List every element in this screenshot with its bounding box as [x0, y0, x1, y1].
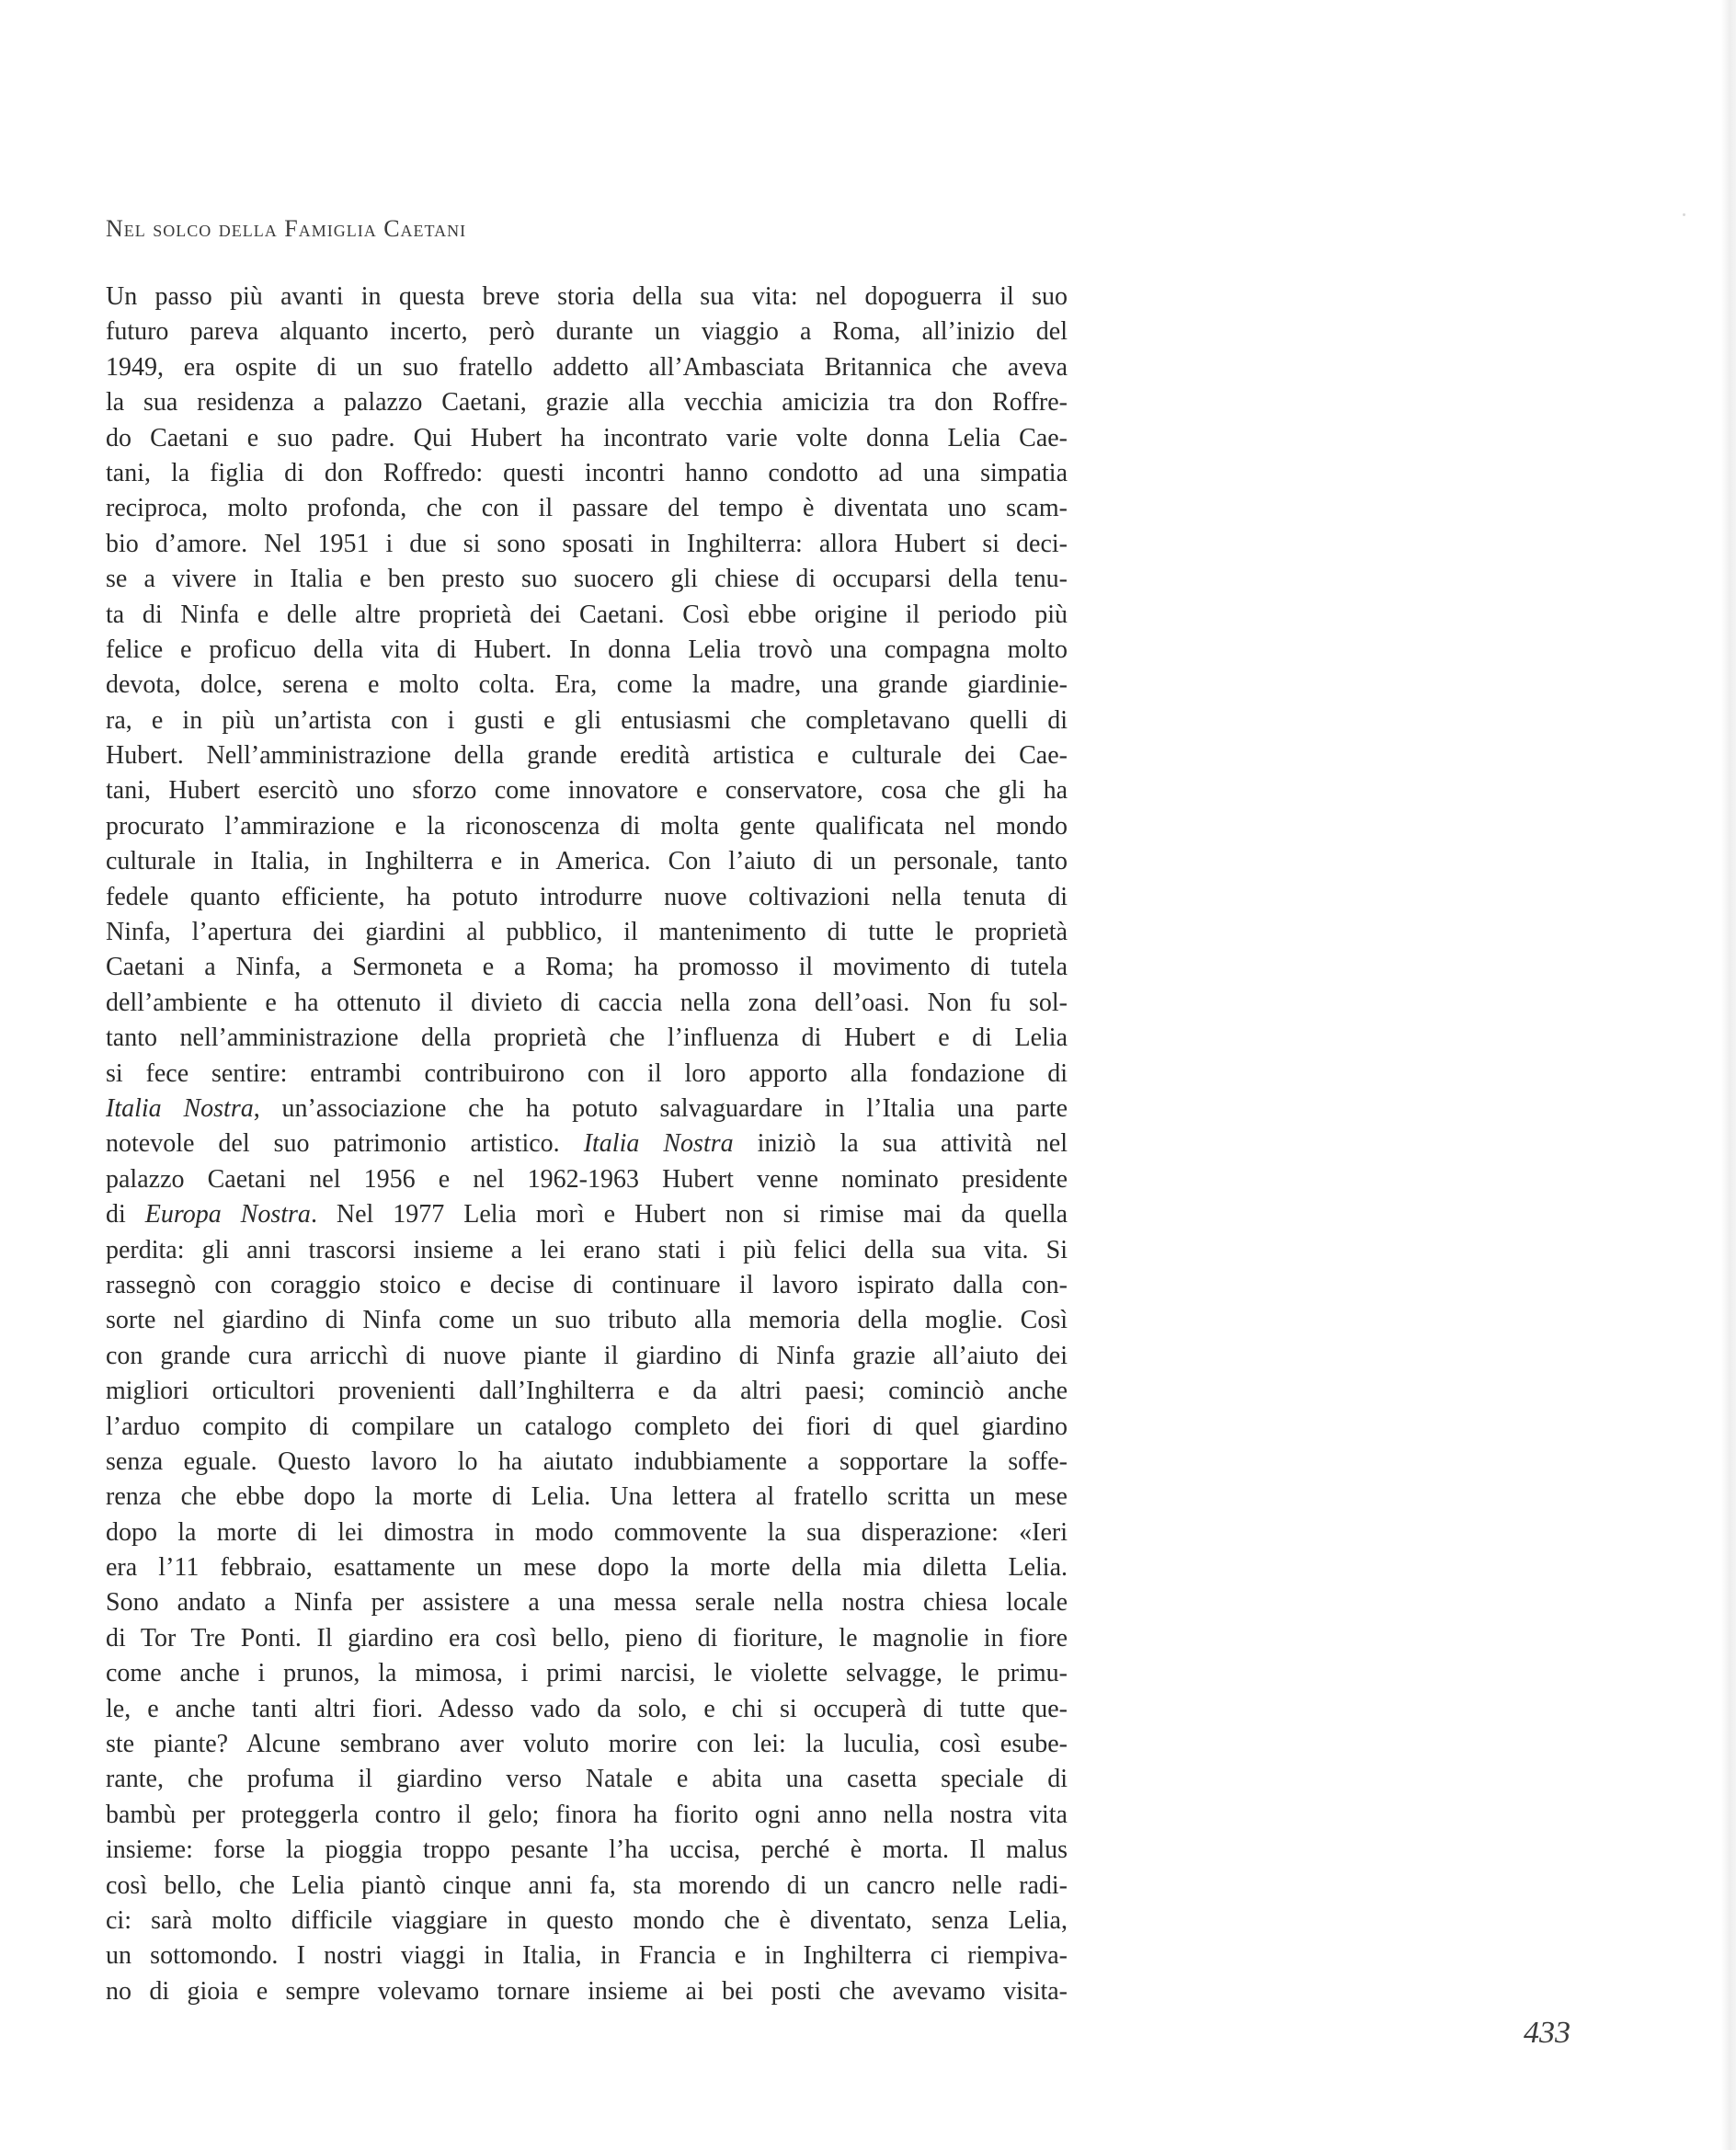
text-segment: fedele quanto efficiente, ha potuto introdurre nuove coltivazioni nella tenuta di [106, 882, 1068, 911]
text-segment: insieme: forse la pioggia troppo pesante l’ha uccisa, perché è morta. Il malus [106, 1836, 1068, 1865]
text-line [106, 1126, 1068, 1161]
text-line [106, 1197, 1068, 1232]
text-line [106, 1833, 1068, 1868]
text-segment: Ninfa, l’apertura dei giardini al pubblico, il mantenimento di tutte le proprietà [106, 918, 1068, 947]
text-line [106, 950, 1068, 985]
text-segment: bio d’amore. Nel 1951 i due si sono sposati in Inghilterra: allora Hubert si deci- [106, 529, 1068, 558]
text-line [106, 809, 1068, 844]
text-segment: tani, Hubert esercitò uno sforzo come innovatore e conservatore, cosa che gli ha [106, 776, 1068, 806]
text-segment: Sono andato a Ninfa per assistere a una messa serale nella nostra chiesa locale [106, 1588, 1068, 1618]
text-segment: perdita: gli anni trascorsi insieme a lei erano stati i più felici della sua vita. Si [106, 1235, 1068, 1264]
text-line [106, 633, 1068, 668]
text-segment: bambù per proteggerla contro il gelo; finora ha fiorito ogni anno nella nostra vita [106, 1800, 1068, 1829]
text-line [106, 350, 1068, 385]
text-line [106, 1162, 1068, 1197]
text-line [106, 1550, 1068, 1585]
text-line [106, 880, 1068, 915]
text-segment: sorte nel giardino di Ninfa come un suo tributo alla memoria della moglie. Così [106, 1306, 1068, 1335]
text-segment: . Nel 1977 Lelia morì e Hubert non si rimise mai da quella [310, 1200, 1068, 1229]
text-segment: iniziò la sua attività nel [733, 1129, 1068, 1159]
text-segment: culturale in Italia, in Inghilterra e in America. Con l’aiuto di un personale, tanto [106, 847, 1068, 876]
text-line [106, 1798, 1068, 1833]
text-line [106, 1480, 1068, 1515]
text-line [106, 773, 1068, 808]
text-line [106, 1692, 1068, 1727]
text-line [106, 1233, 1068, 1268]
page-number: 433 [1524, 2016, 1570, 2050]
text-line [106, 1339, 1068, 1374]
text-line [106, 738, 1068, 773]
text-segment: notevole del suo patrimonio artistico. [106, 1129, 584, 1159]
text-line [106, 1021, 1068, 1056]
text-line [106, 1057, 1068, 1092]
text-segment: un sottomondo. I nostri viaggi in Italia, in Francia e in Inghilterra ci riempiva- [106, 1941, 1068, 1971]
text-line [106, 844, 1068, 879]
text-segment: la sua residenza a palazzo Caetani, grazie alla vecchia amicizia tra don Roffre- [106, 388, 1068, 417]
text-line [106, 1621, 1068, 1656]
text-segment: no di gioia e sempre volevamo tornare insieme ai bei posti che avevamo visita- [106, 1976, 1068, 2006]
text-line [106, 1515, 1068, 1550]
text-segment: tani, la figlia di don Roffredo: questi incontri hanno condotto ad una simpatia [106, 458, 1068, 487]
text-line [106, 915, 1068, 950]
text-line [106, 491, 1068, 526]
text-line [106, 598, 1068, 633]
text-segment: rante, che profuma il giardino verso Natale e abita una casetta speciale di [106, 1765, 1068, 1794]
text-line [106, 1869, 1068, 1904]
text-segment: dopo la morte di lei dimostra in modo commovente la sua disperazione: «Ieri [106, 1517, 1068, 1547]
text-segment: dell’ambiente e ha ottenuto il divieto di caccia nella zona dell’oasi. Non fu sol- [106, 988, 1068, 1017]
text-line [106, 1092, 1068, 1126]
italic-title: Europa Nostra [144, 1200, 311, 1229]
text-segment: rassegnò con coraggio stoico e decise di continuare il lavoro ispirato dalla con- [106, 1270, 1068, 1299]
text-line [106, 986, 1068, 1021]
text-line [106, 385, 1068, 420]
text-segment: senza eguale. Questo lavoro lo ha aiutato indubbiamente a sopportare la soffe- [106, 1447, 1068, 1476]
text-line [106, 527, 1068, 562]
text-segment: felice e proficuo della vita di Hubert. In donna Lelia trovò una compagna molto [106, 635, 1068, 664]
text-line [106, 703, 1068, 738]
page-edge-shadow [1721, 0, 1736, 2150]
text-segment: renza che ebbe dopo la morte di Lelia. Una lettera al fratello scritta un mese [106, 1482, 1068, 1512]
text-segment: palazzo Caetani nel 1956 e nel 1962-1963 Hubert venne nominato presidente [106, 1164, 1068, 1194]
text-line [106, 314, 1068, 349]
text-segment: ra, e in più un’artista con i gusti e gli entusiasmi che completavano quelli di [106, 705, 1068, 735]
text-line [106, 1762, 1068, 1797]
text-line [106, 1727, 1068, 1762]
text-segment: ste piante? Alcune sembrano aver voluto morire con lei: la luculia, così esube- [106, 1730, 1068, 1759]
section-heading: Nel solco della Famiglia Caetani [106, 215, 467, 242]
text-segment: procurato l’ammirazione e la riconoscenza di molta gente qualificata nel mondo [106, 811, 1068, 841]
text-line [106, 562, 1068, 597]
text-segment: ci: sarà molto difficile viaggiare in questo mondo che è diventato, senza Lelia, [106, 1905, 1068, 1935]
text-segment: migliori orticultori provenienti dall’Inghilterra e da altri paesi; cominciò anche [106, 1377, 1068, 1406]
text-segment: Hubert. Nell’amministrazione della grande eredità artistica e culturale dei Cae- [106, 741, 1068, 771]
text-line [106, 1268, 1068, 1303]
text-segment: 1949, era ospite di un suo fratello addetto all’Ambasciata Britannica che aveva [106, 352, 1068, 382]
text-segment: l’arduo compito di compilare un catalogo completo dei fiori di quel giardino [106, 1412, 1068, 1441]
text-segment: si fece sentire: entrambi contribuirono con il loro apporto alla fondazione di [106, 1058, 1068, 1088]
text-segment: futuro pareva alquanto incerto, però durante un viaggio a Roma, all’inizio del [106, 317, 1068, 347]
text-line [106, 1374, 1068, 1409]
text-line [106, 280, 1068, 314]
text-segment: Caetani a Ninfa, a Sermoneta e a Roma; ha promosso il movimento di tutela [106, 953, 1068, 982]
text-line [106, 456, 1068, 491]
text-segment: come anche i prunos, la mimosa, i primi narcisi, le violette selvagge, le primu- [106, 1659, 1068, 1688]
text-segment: se a vivere in Italia e ben presto suo suocero gli chiese di occuparsi della tenu- [106, 565, 1068, 594]
text-line [106, 1974, 1068, 2009]
text-segment: era l’11 febbraio, esattamente un mese dopo la morte della mia diletta Lelia. [106, 1553, 1068, 1583]
text-segment: con grande cura arricchì di nuove piante il giardino di Ninfa grazie all’aiuto dei [106, 1341, 1068, 1370]
text-line [106, 1904, 1068, 1938]
text-segment: di [106, 1200, 145, 1229]
text-line [106, 1445, 1068, 1480]
text-segment: Un passo più avanti in questa breve storia della sua vita: nel dopoguerra il suo [106, 282, 1068, 311]
italic-title: Italia Nostra [106, 1093, 254, 1123]
text-segment: così bello, che Lelia piantò cinque anni fa, sta morendo di un cancro nelle radi- [106, 1870, 1068, 1900]
text-line [106, 1410, 1068, 1445]
text-segment: devota, dolce, serena e molto colta. Era, come la madre, una grande giardinie- [106, 670, 1068, 700]
text-segment: , un’associazione che ha potuto salvaguardare in l’Italia una parte [253, 1093, 1068, 1123]
text-line [106, 1585, 1068, 1620]
text-segment: le, e anche tanti altri fiori. Adesso vado da solo, e chi si occuperà di tutte que- [106, 1694, 1068, 1723]
text-line [106, 421, 1068, 456]
text-line [106, 1303, 1068, 1338]
text-line [106, 1938, 1068, 1973]
body-text [106, 280, 1068, 2009]
text-segment: ta di Ninfa e delle altre proprietà dei Caetani. Così ebbe origine il periodo più [106, 600, 1068, 629]
paper-speck [1683, 213, 1685, 216]
italic-title: Italia Nostra [583, 1129, 734, 1159]
text-segment: tanto nell’amministrazione della proprietà che l’influenza di Hubert e di Lelia [106, 1024, 1068, 1053]
text-line [106, 668, 1068, 703]
text-segment: do Caetani e suo padre. Qui Hubert ha incontrato varie volte donna Lelia Cae- [106, 423, 1068, 452]
text-line [106, 1656, 1068, 1691]
text-segment: reciproca, molto profonda, che con il passare del tempo è diventata uno scam- [106, 494, 1068, 523]
text-segment: di Tor Tre Ponti. Il giardino era così bello, pieno di fioriture, le magnolie in fiore [106, 1623, 1068, 1653]
